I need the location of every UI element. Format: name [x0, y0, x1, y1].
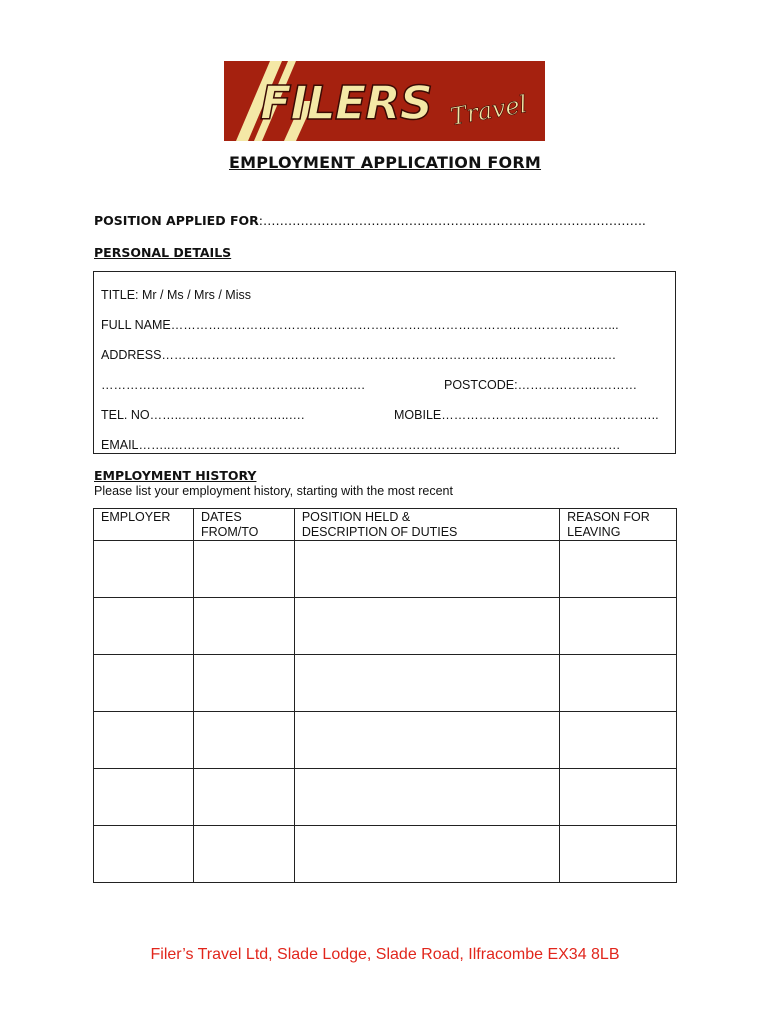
dates-cell[interactable] [193, 598, 294, 655]
personal-details-heading: PERSONAL DETAILS [94, 245, 232, 260]
employer-cell[interactable] [94, 598, 194, 655]
column-header-employer: EMPLOYER [94, 509, 194, 541]
personal-details-box [93, 271, 676, 454]
reason-cell[interactable] [560, 655, 677, 712]
employer-cell[interactable] [94, 826, 194, 883]
column-header-position: POSITION HELD & DESCRIPTION OF DUTIES [294, 509, 559, 541]
reason-cell[interactable] [560, 826, 677, 883]
position-cell[interactable] [294, 655, 559, 712]
table-header-row [94, 509, 677, 541]
table-row [94, 598, 677, 655]
position-applied-line[interactable] [94, 213, 646, 228]
employment-history-instruction: Please list your employment history, starting with the most recent [94, 484, 453, 498]
employer-cell[interactable] [94, 655, 194, 712]
reason-cell[interactable] [560, 541, 677, 598]
svg-text:FILERS: FILERS [260, 76, 432, 130]
mobile-field[interactable]: MOBILE……………………...…………………….. [394, 408, 659, 422]
dates-cell[interactable] [193, 541, 294, 598]
tel-field[interactable]: TEL. NO……..……………………..…. [101, 408, 305, 422]
position-applied-dots[interactable]: :……………………………………………………………………………….. [258, 213, 646, 228]
position-applied-label: POSITION APPLIED FOR [94, 213, 259, 228]
address-line2-field[interactable]: …………………………………………...…………. [101, 378, 365, 392]
employer-cell[interactable] [94, 712, 194, 769]
employment-history-heading: EMPLOYMENT HISTORY [94, 468, 257, 483]
form-title: EMPLOYMENT APPLICATION FORM [228, 153, 542, 172]
dates-cell[interactable] [193, 712, 294, 769]
position-cell[interactable] [294, 712, 559, 769]
reason-cell[interactable] [560, 598, 677, 655]
company-address-footer: Filer’s Travel Ltd, Slade Lodge, Slade Road, Ilfracombe EX34 8LB [150, 946, 620, 963]
svg-text:Travel: Travel [448, 90, 530, 131]
position-cell[interactable] [294, 826, 559, 883]
dates-cell[interactable] [193, 826, 294, 883]
reason-cell[interactable] [560, 769, 677, 826]
reason-cell[interactable] [560, 712, 677, 769]
employer-cell[interactable] [94, 541, 194, 598]
employment-history-table [93, 508, 677, 883]
column-header-reason: REASON FOR LEAVING [560, 509, 677, 541]
table-row [94, 712, 677, 769]
position-cell[interactable] [294, 541, 559, 598]
employer-cell[interactable] [94, 769, 194, 826]
table-row [94, 655, 677, 712]
email-field[interactable]: EMAIL……..……………………………………………………………………………………………… [101, 438, 621, 452]
position-cell[interactable] [294, 598, 559, 655]
dates-cell[interactable] [193, 769, 294, 826]
title-field[interactable]: TITLE: Mr / Ms / Mrs / Miss [101, 288, 251, 302]
postcode-field[interactable]: POSTCODE:………………..……… [444, 378, 638, 392]
table-row [94, 769, 677, 826]
dates-cell[interactable] [193, 655, 294, 712]
address-field[interactable]: ADDRESS………………………………………………………………………...…………………..… [101, 348, 617, 362]
column-header-dates: DATES FROM/TO [193, 509, 294, 541]
filers-travel-logo-graphic [224, 61, 545, 141]
table-row [94, 826, 677, 883]
company-logo [224, 61, 545, 141]
position-cell[interactable] [294, 769, 559, 826]
full-name-field[interactable]: FULL NAME……………………………………………………………………………………………... [101, 318, 619, 332]
table-row [94, 541, 677, 598]
